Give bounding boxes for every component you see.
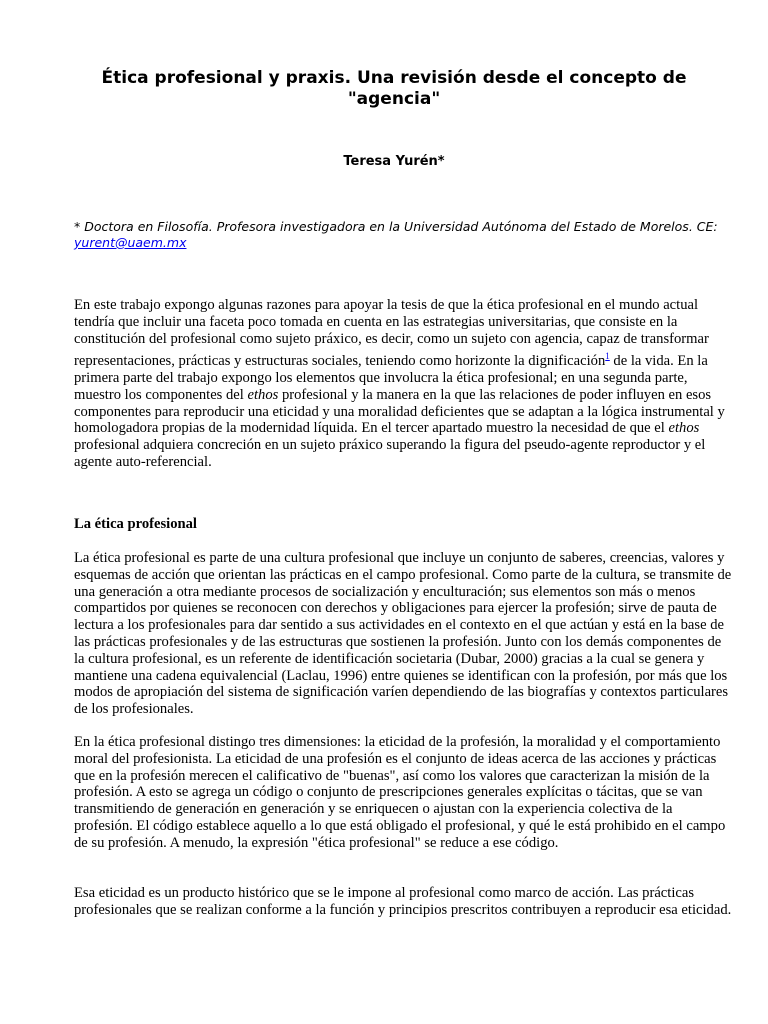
author-name: Teresa Yurén* — [343, 154, 445, 169]
abstract-text-4: profesional adquiera concreción en un sujeto práxico superando la figura del pseudo-agente reproductor y el agente auto-referencial. — [74, 437, 706, 471]
section-heading: La ética profesional — [74, 516, 197, 532]
abstract-text-2: de la vida. En la primera parte del trabajo expongo los elementos que involucra la ética profesional; en una segunda parte, muestro los componentes del — [74, 353, 708, 403]
footnote-link[interactable]: 1 — [605, 351, 610, 362]
abstract-text-1: En este trabajo expongo algunas razones para apoyar la tesis de que la ética profesional en el mundo actual tendría que incluir una faceta poco tomada en cuenta en las estrategias universitarias, que consiste en la constitución del profesional como sujeto práxico, es decir, como un sujeto con agencia, capaz de transformar representaciones, prácticas y estructuras sociales, teniendo como horizonte la dignificación — [74, 297, 709, 370]
body-paragraph: La ética profesional es parte de una cultura profesional que incluye un conjunto de saberes, creencias, valores y esquemas de acción que orientan las prácticas en el campo profesional. Como parte de la cultura, se transmite de una generación a otra mediante procesos de socialización y enculturación; sus elementos son más o menos compartidos por quienes se reconocen con derechos y obligaciones para ejercer la profesión; sirve de pauta de lectura a los profesionales para dar sentido a sus actividades en el contexto en el que actúan y está en la base de las prácticas profesionales y de las estructuras que sostienen la profesión. Junto con los demás componentes de la cultura profesional, es un referente de identificación societaria (Dubar, 2000) gracias a la cual se genera y mantiene una cadena equivalencial (Laclau, 1996) entre quienes se identifican con la profesión, por más que los modos de apropiación del sistema de significación varíen dependiendo de las biografías y contextos particulares de los profesionales. — [74, 550, 732, 718]
abstract-paragraph — [74, 297, 734, 471]
body-paragraph: Esa eticidad es un producto histórico que se le impone al profesional como marco de acción. Las prácticas profesionales que se realizan conforme a la función y principios prescritos contribuyen a reproducir esa eticidad. — [74, 885, 732, 918]
abstract-text-3: profesional y la manera en la que las relaciones de poder influyen en esos componentes para reproducir una eticidad y una moralidad deficientes que se adaptan a la lógica instrumental y homologadora propias de la modernidad líquida. En el tercer apartado muestro la necesidad de que el — [74, 386, 725, 437]
document-title: Ética profesional y praxis. Una revisión desde el concepto de "agencia" — [101, 68, 687, 109]
email-link[interactable]: yurent@uaem.mx — [74, 235, 187, 250]
ethos-term: ethos — [668, 420, 700, 437]
ethos-term: ethos — [247, 386, 279, 403]
body-paragraph: En la ética profesional distingo tres dimensiones: la eticidad de la profesión, la moralidad y el comportamiento moral del profesionista. La eticidad de una profesión es el conjunto de ideas acerca de las acciones y prácticas que en la profesión merecen el calificativo de "buenas", así como los valores que caracterizan la misión de la profesión. A esto se agrega un código o conjunto de prescripciones generales explícitas o tácitas, que se van transmitiendo de generación en generación y se enriquecen o ajustan con la experiencia colectiva de la profesión. El código establece aquello a lo que está obligado el profesional, y qué le está prohibido en el campo de su profesión. A menudo, la expresión "ética profesional" se reduce a ese código. — [74, 734, 726, 851]
author-affiliation — [74, 219, 734, 251]
affiliation-text: * Doctora en Filosofía. Profesora investigadora en la Universidad Autónoma del Estado de Morelos. CE: — [74, 219, 718, 234]
